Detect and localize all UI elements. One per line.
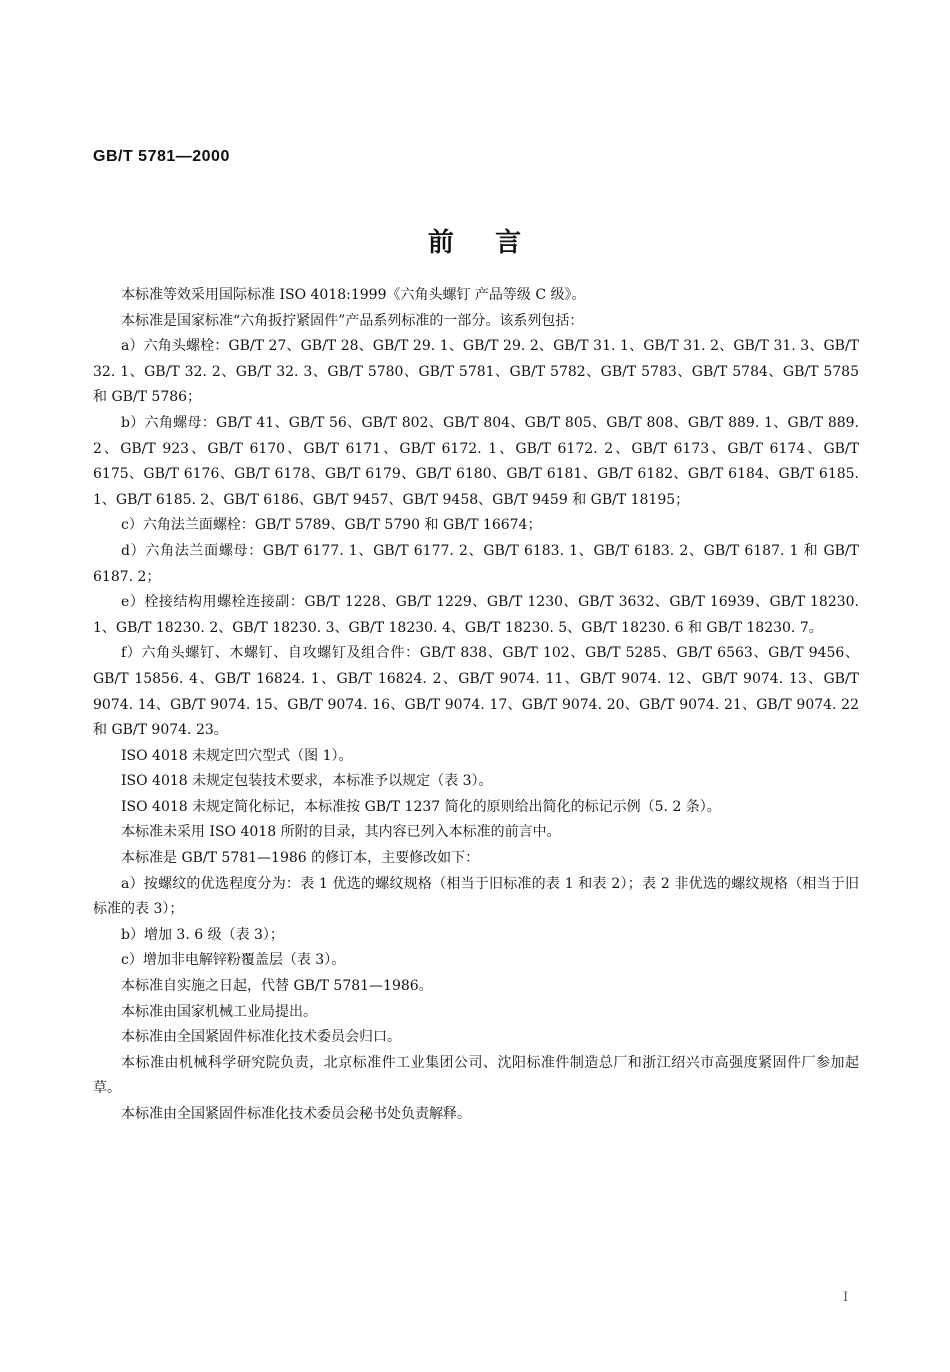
paragraph-replaces: 本标准自实施之日起，代替 GB/T 5781—1986。: [121, 978, 433, 995]
paragraph-drafted-by: 本标准由机械科学研究院负责，北京标准件工业集团公司、沈阳标准件制造总厂和浙江绍兴市高强度紧固件厂参加起草。: [93, 1054, 859, 1097]
paragraph-packaging-note: ISO 4018 未规定包装技术要求，本标准予以规定（表 3）。: [121, 773, 493, 790]
revision-item-a: a）按螺纹的优选程度分为：表 1 优选的螺纹规格（相当于旧标准的表 1 和表 2）；表 2 非优选的螺纹规格（相当于旧标准的表 3）；: [93, 875, 859, 918]
foreword-body: [93, 283, 859, 1128]
paragraph-proposed-by: 本标准由国家机械工业局提出。: [121, 1003, 317, 1020]
paragraph-marking-note: ISO 4018 未规定简化标记，本标准按 GB/T 1237 简化的原则给出简化的标记示例（5. 2 条）。: [121, 798, 721, 815]
paragraph-recess-note: ISO 4018 未规定凹穴型式（图 1）。: [121, 747, 353, 764]
paragraph-series-intro: 本标准是国家标准“六角扳拧紧固件”产品系列标准的一部分。该系列包括：: [121, 312, 584, 329]
list-item-b-hex-nuts: b）六角螺母：GB/T 41、GB/T 56、GB/T 802、GB/T 804、GB/T 805、GB/T 808、GB/T 889. 1、GB/T 889. 2、GB/T 923、GB/T 6170、GB/T 6171、GB/T 6172. 1、GB/T 6172. 2、GB/T 6173、GB/T 6174、GB/T 6175、GB/T 6176、GB/T 6178、GB/T 6179、GB/T 6180、GB/T 6181、GB/T 6182、GB/T 6184、GB/T 6185. 1、GB/T 6185. 2、GB/T 6186、GB/T 9457、GB/T 9458、GB/T 9459 和 GB/T 18195；: [93, 414, 859, 508]
revision-item-b: b）增加 3. 6 级（表 3）；: [121, 926, 284, 943]
paragraph-revision-intro: 本标准是 GB/T 5781—1986 的修订本，主要修改如下：: [121, 850, 480, 867]
list-item-e-structural-bolts: e）栓接结构用螺栓连接副：GB/T 1228、GB/T 1229、GB/T 1230、GB/T 3632、GB/T 16939、GB/T 18230. 1、GB/T 18230. 2、GB/T 18230. 3、GB/T 18230. 4、GB/T 18230. 5、GB/T 18230. 6 和 GB/T 18230. 7。: [93, 594, 859, 636]
revision-item-c: c）增加非电解锌粉覆盖层（表 3）。: [121, 952, 346, 969]
list-item-a-hex-bolts: a）六角头螺栓：GB/T 27、GB/T 28、GB/T 29. 1、GB/T 29. 2、GB/T 31. 1、GB/T 31. 2、GB/T 31. 3、GB/T 32. 1、GB/T 32. 2、GB/T 32. 3、GB/T 5780、GB/T 5781、GB/T 5782、GB/T 5783、GB/T 5784、GB/T 5785 和 GB/T 5786；: [93, 338, 859, 406]
paragraph-interpreted-by: 本标准由全国紧固件标准化技术委员会秘书处负责解释。: [121, 1106, 471, 1122]
list-item-d-flange-nuts: d）六角法兰面螺母：GB/T 6177. 1、GB/T 6177. 2、GB/T 6183. 1、GB/T 6183. 2、GB/T 6187. 1 和 GB/T 6187. 2；: [93, 542, 859, 585]
standard-code-header: GB/T 5781—2000: [93, 148, 230, 165]
paragraph-contents-note: 本标准未采用 ISO 4018 所附的目录，其内容已列入本标准的前言中。: [121, 824, 561, 841]
list-item-c-flange-bolts: c）六角法兰面螺栓：GB/T 5789、GB/T 5790 和 GB/T 16674；: [121, 517, 542, 534]
paragraph-centralized-by: 本标准由全国紧固件标准化技术委员会归口。: [121, 1029, 401, 1046]
page-number: I: [843, 1290, 849, 1305]
page-title: 前 言: [427, 228, 523, 258]
paragraph-adoption: 本标准等效采用国际标准 ISO 4018:1999《六角头螺钉 产品等级 C 级》。: [121, 287, 586, 303]
list-item-f-screws: f）六角头螺钉、木螺钉、自攻螺钉及组合件：GB/T 838、GB/T 102、GB/T 5285、GB/T 6563、GB/T 9456、GB/T 15856. 4、GB/T 16824. 1、GB/T 16824. 2、GB/T 9074. 11、GB/T 9074. 12、GB/T 9074. 13、GB/T 9074. 14、GB/T 9074. 15、GB/T 9074. 16、GB/T 9074. 17、GB/T 9074. 20、GB/T 9074. 21、GB/T 9074. 22 和 GB/T 9074. 23。: [93, 645, 859, 739]
